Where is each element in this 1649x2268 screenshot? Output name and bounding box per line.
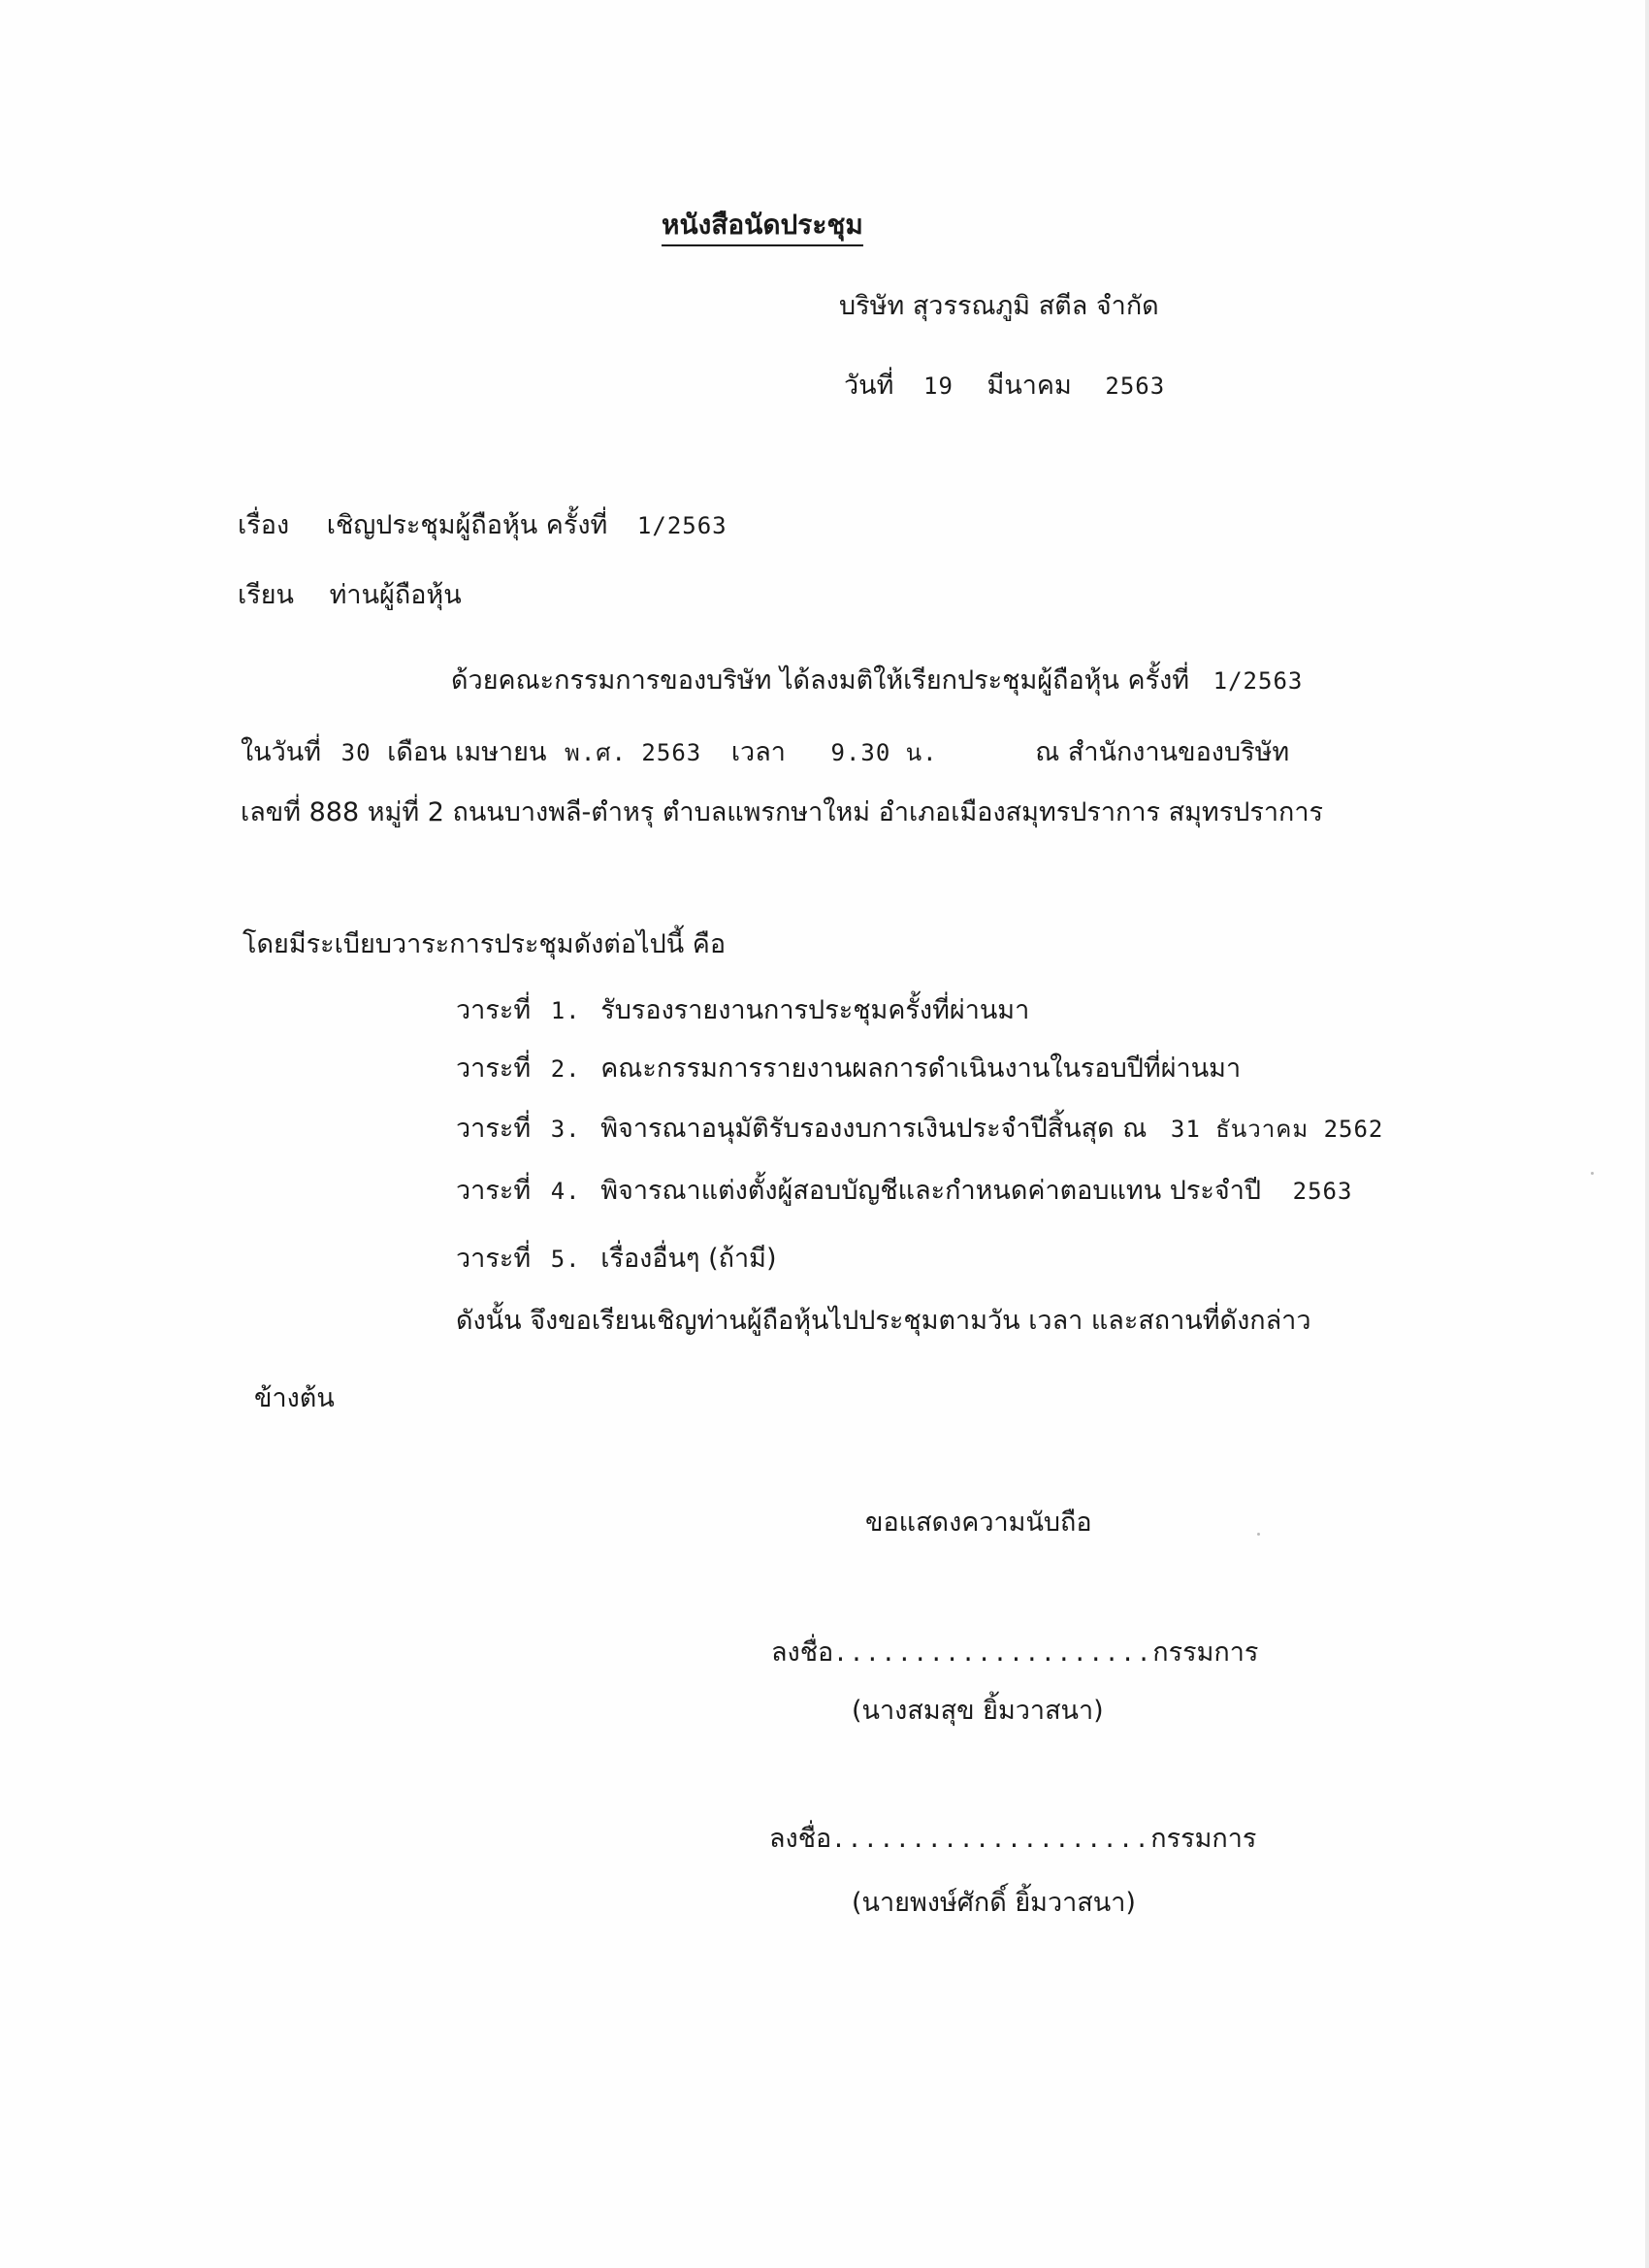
signature-role: กรรมการ [1152, 1637, 1259, 1668]
body-line-2-time: 9.30 น. [830, 739, 938, 766]
to-label: เรียน [238, 580, 295, 610]
closing-line-continued: ข้างต้น [254, 1383, 335, 1413]
date-line [844, 369, 1165, 404]
agenda-item-text: รับรองรายงานการประชุมครั้งที่ผ่านมา [600, 995, 1030, 1025]
body-line-1-number: 1/2563 [1212, 667, 1304, 695]
agenda-item-number: 3. [550, 1116, 581, 1143]
agenda-item-text: คณะกรรมการรายงานผลการดำเนินงานในรอบปีที่ผ่านมา [600, 1053, 1242, 1084]
date-month: มีนาคม [986, 371, 1072, 401]
body-line-1 [451, 664, 1303, 698]
body-line-2-era: พ.ศ. 2563 [565, 739, 702, 766]
body-line-2-month: เดือน เมษายน [387, 737, 547, 767]
agenda-intro: โดยมีระเบียบวาระการประชุมดังต่อไปนี้ คือ [242, 929, 727, 959]
signature-prefix: ลงชื่อ [771, 1637, 834, 1668]
body-line-2-day: 30 [340, 739, 372, 766]
signature-dots: .................... [833, 1639, 1153, 1667]
signature-dots: .................... [831, 1826, 1151, 1853]
date-label: วันที่ [844, 371, 894, 401]
company-name: บริษัท สุวรรณภูมิ สตีล จำกัด [839, 291, 1159, 321]
subject-number: 1/2563 [636, 512, 728, 539]
signature-line [769, 1822, 1256, 1857]
body-line-3: เลขที่ 888 หมู่ที่ 2 ถนนบางพลี-ตำหรุ ตำบลแพรกษาใหม่ อำเภอเมืองสมุทรปราการ สมุทรปราการ [241, 797, 1324, 827]
date-day: 19 [923, 373, 954, 400]
agenda-item [456, 1242, 776, 1277]
date-year: 2563 [1105, 373, 1166, 400]
to-line [238, 578, 462, 613]
agenda-item-number: 1. [550, 997, 581, 1024]
agenda-item [456, 1112, 1383, 1147]
signature-role: กรรมการ [1150, 1824, 1257, 1854]
signatory-name: (นางสมสุข ยิ้มวาสนา) [852, 1696, 1104, 1726]
agenda-item-label: วาระที่ [456, 1244, 532, 1274]
body-line-2-time-label: เวลา [730, 737, 786, 767]
scan-speck [1257, 1533, 1260, 1536]
agenda-item-extra: 31 ธันวาคม 2562 [1170, 1116, 1384, 1143]
agenda-item-text: พิจารณาแต่งตั้งผู้สอบบัญชีและกำหนดค่าตอบแทน ประจำปี [600, 1176, 1262, 1206]
page-edge [1645, 0, 1649, 2268]
agenda-item-extra: 2563 [1292, 1178, 1353, 1205]
agenda-item [456, 1052, 1241, 1086]
subject-line [238, 508, 728, 543]
closing-line: ดังนั้น จึงขอเรียนเชิญท่านผู้ถือหุ้นไปประชุมตามวัน เวลา และสถานที่ดังกล่าว [456, 1306, 1311, 1336]
agenda-item-number: 2. [550, 1055, 581, 1083]
agenda-item-number: 5. [550, 1246, 581, 1273]
document-title: หนังสือนัดประชุม [662, 208, 863, 246]
agenda-item-text: พิจารณาอนุมัติรับรองงบการเงินประจำปีสิ้นสุด ณ [600, 1114, 1148, 1144]
body-line-2 [241, 735, 1289, 770]
agenda-item [456, 993, 1029, 1028]
body-line-2-place: ณ สำนักงานของบริษัท [1035, 737, 1290, 767]
agenda-item-label: วาระที่ [456, 995, 532, 1025]
body-line-1-text: ด้วยคณะกรรมการของบริษัท ได้ลงมติให้เรียกประชุมผู้ถือหุ้น ครั้งที่ [451, 665, 1190, 696]
signature-prefix: ลงชื่อ [769, 1824, 832, 1854]
scan-speck [1591, 1172, 1594, 1175]
agenda-item-text: เรื่องอื่นๆ (ถ้ามี) [600, 1244, 777, 1274]
regards: ขอแสดงความนับถือ [865, 1507, 1092, 1538]
signature-line [771, 1636, 1258, 1670]
signatory-name: (นายพงษ์ศักดิ์ ยิ้มวาสนา) [852, 1888, 1136, 1918]
to-text: ท่านผู้ถือหุ้น [329, 580, 462, 610]
agenda-item [456, 1174, 1352, 1209]
subject-text: เชิญประชุมผู้ถือหุ้น ครั้งที่ [326, 510, 608, 540]
agenda-item-label: วาระที่ [456, 1053, 532, 1084]
agenda-item-number: 4. [550, 1178, 581, 1205]
body-line-2-prefix: ในวันที่ [241, 737, 322, 767]
agenda-item-label: วาระที่ [456, 1114, 532, 1144]
subject-label: เรื่อง [238, 510, 290, 540]
agenda-item-label: วาระที่ [456, 1176, 532, 1206]
